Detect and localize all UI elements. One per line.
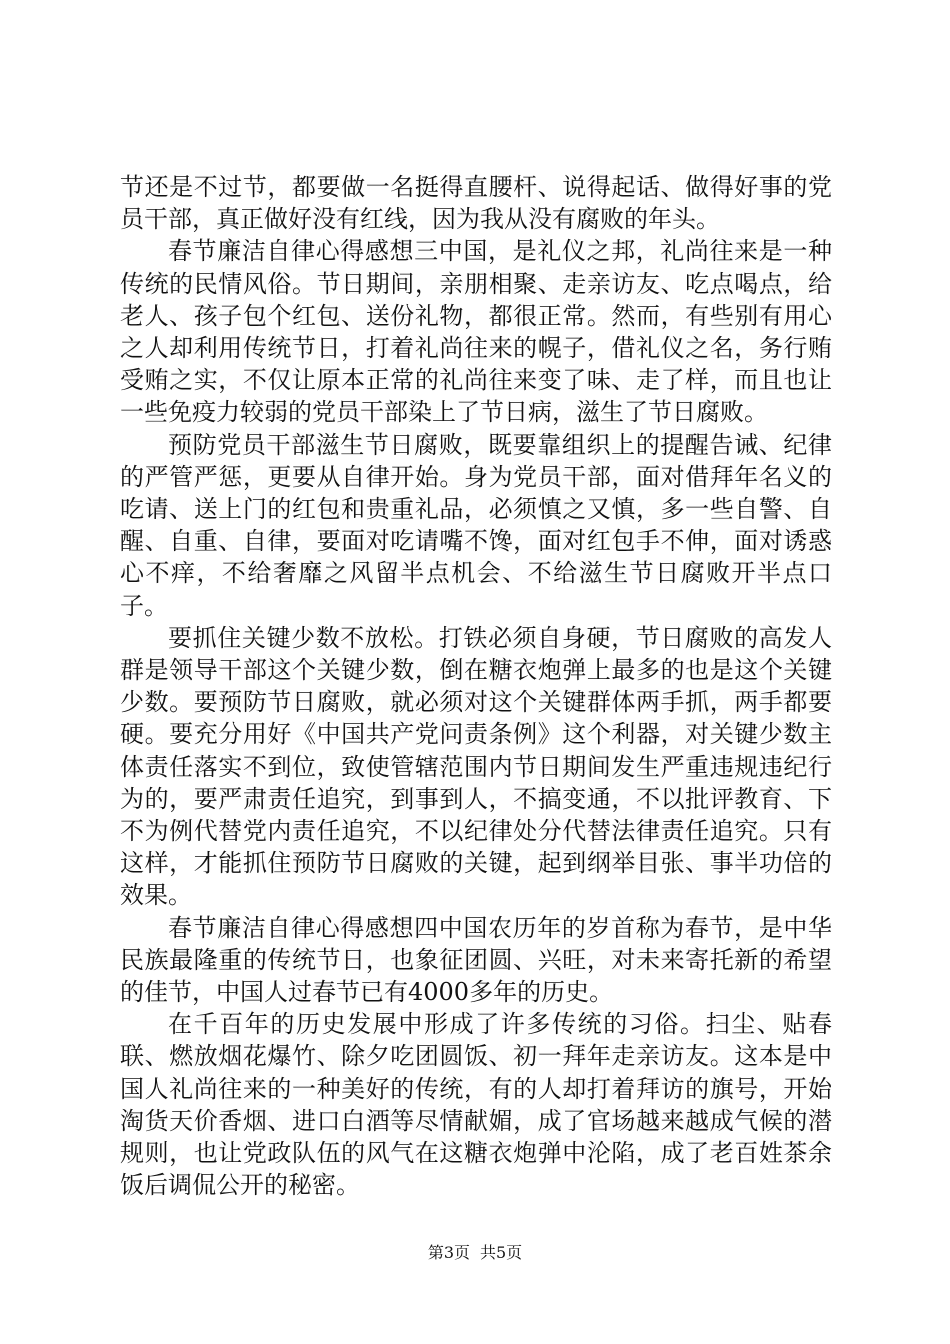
paragraph-3: 预防党员干部滋生节日腐败，既要靠组织上的提醒告诫、纪律的严管严惩，更要从自律开始。身为党员干部，面对借拜年名义的吃请、送上门的红包和贵重礼品，必须慎之又慎，多一些自警、自醒、自重、自律，要面对吃请嘴不馋，面对红包手不伸，面对诱惑心不痒，不给奢靡之风留半点机会、不给滋生节日腐败开半点口子。 xyxy=(120,430,832,620)
page-total: 共5页 xyxy=(480,1243,523,1262)
page-footer xyxy=(0,1243,950,1263)
paragraph-6: 在千百年的历史发展中形成了许多传统的习俗。扫尘、贴春联、燃放烟花爆竹、除夕吃团圆饭、初一拜年走亲访友。这本是中国人礼尚往来的一种美好的传统，有的人却打着拜访的旗号，开始淘货天价香烟、进口白酒等尽情献媚，成了官场越来越成气候的潜规则，也让党政队伍的风气在这糖衣炮弹中沦陷，成了老百姓茶余饭后调侃公开的秘密。 xyxy=(120,1010,832,1200)
page-number: 第3页 xyxy=(427,1243,470,1262)
paragraph-5: 春节廉洁自律心得感想四中国农历年的岁首称为春节，是中华民族最隆重的传统节日，也象征团圆、兴旺，对未来寄托新的希望的佳节，中国人过春节已有4000多年的历史。 xyxy=(120,913,832,1007)
paragraph-2: 春节廉洁自律心得感想三中国，是礼仪之邦，礼尚往来是一种传统的民情风俗。节日期间，亲朋相聚、走亲访友、吃点喝点，给老人、孩子包个红包、送份礼物，都很正常。然而，有些别有用心之人却利用传统节日，打着礼尚往来的幌子，借礼仪之名，务行贿受贿之实，不仅让原本正常的礼尚往来变了味、走了样，而且也让一些免疫力较弱的党员干部染上了节日病，滋生了节日腐败。 xyxy=(120,237,832,427)
paragraph-1: 节还是不过节，都要做一名挺得直腰杆、说得起话、做得好事的党员干部，真正做好没有红线，因为我从没有腐败的年头。 xyxy=(120,173,832,234)
document-body xyxy=(120,171,832,1202)
paragraph-4: 要抓住关键少数不放松。打铁必须自身硬，节日腐败的高发人群是领导干部这个关键少数，倒在糖衣炮弹上最多的也是这个关键少数。要预防节日腐败，就必须对这个关键群体两手抓，两手都要硬。要充分用好《中国共产党问责条例》这个利器，对关键少数主体责任落实不到位，致使管辖范围内节日期间发生严重违规违纪行为的，要严肃责任追究，到事到人，不搞变通，不以批评教育、下不为例代替党内责任追究，不以纪律处分代替法律责任追究。只有这样，才能抓住预防节日腐败的关键，起到纲举目张、事半功倍的效果。 xyxy=(120,623,832,910)
